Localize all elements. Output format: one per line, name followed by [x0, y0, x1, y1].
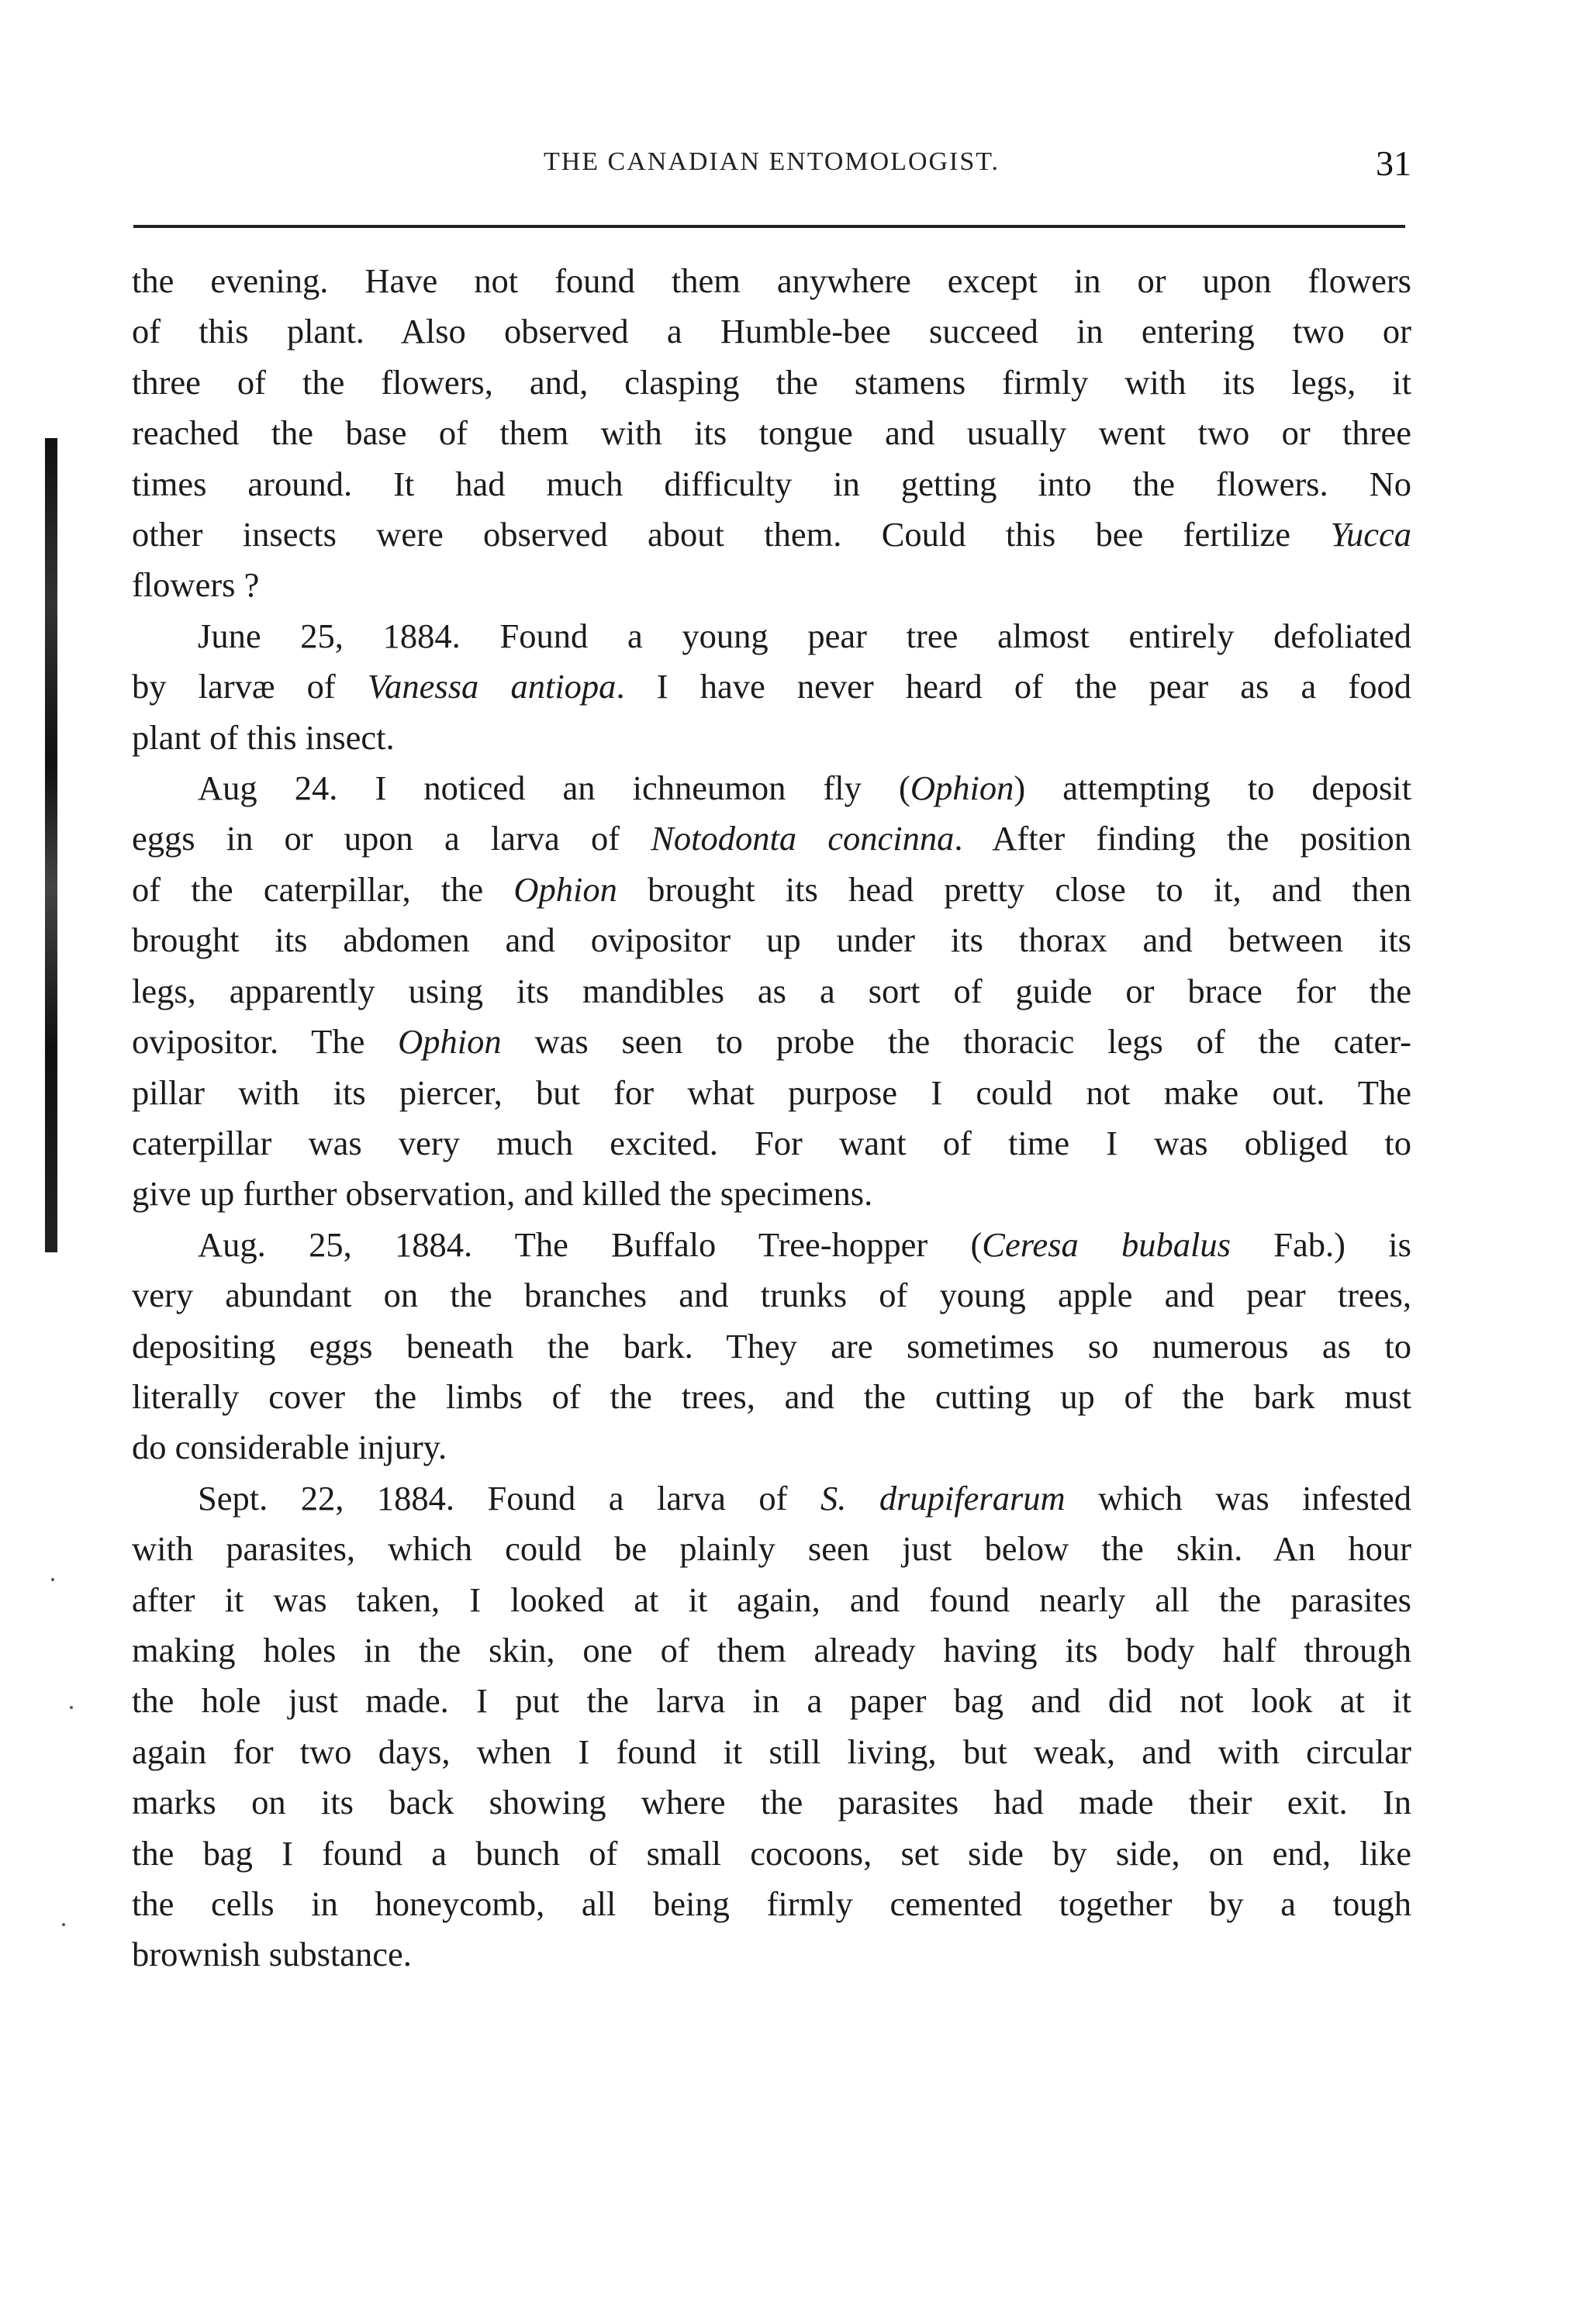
text-line: making holes in the skin, one of them already having its body half through — [132, 1630, 1411, 1670]
text-line: caterpillar was very much excited. For want of time I was obliged to — [132, 1123, 1411, 1162]
speck — [51, 1578, 54, 1581]
text-line: with parasites, which could be plainly seen just below the skin. An hour — [132, 1529, 1411, 1569]
paragraph — [132, 1473, 1411, 1980]
text-line: other insects were observed about them. Could this bee fertilize Yucca — [132, 515, 1411, 554]
running-head — [132, 143, 1411, 202]
paragraph — [132, 256, 1411, 611]
text-line: give up further observation, and killed the specimens. — [132, 1174, 873, 1214]
text-line: the bag I found a bunch of small cocoons, set side by side, on end, like — [132, 1833, 1411, 1873]
text-line: eggs in or upon a larva of Notodonta concinna. After finding the position — [132, 819, 1411, 858]
text-line: the hole just made. I put the larva in a paper bag and did not look at it — [132, 1681, 1411, 1721]
paragraph — [132, 1220, 1411, 1473]
text-line: depositing eggs beneath the bark. They are sometimes so numerous as to — [132, 1326, 1411, 1366]
text-line: plant of this insect. — [132, 717, 395, 757]
text-line: flowers ? — [132, 565, 260, 605]
text-line: Sept. 22, 1884. Found a larva of S. drupiferarum which was infested — [198, 1478, 1412, 1518]
text-line: again for two days, when I found it still living, but weak, and with circular — [132, 1732, 1411, 1771]
text-line: pillar with its piercer, but for what purpose I could not make out. The — [132, 1072, 1411, 1112]
text-line: the evening. Have not found them anywhere except in or upon flowers — [132, 261, 1411, 300]
article-body — [132, 256, 1411, 1980]
text-line: of the caterpillar, the Ophion brought its head pretty close to it, and then — [132, 869, 1411, 909]
page-number: 31 — [1376, 143, 1411, 183]
text-line: June 25, 1884. Found a young pear tree almost entirely defoliated — [198, 616, 1411, 655]
paragraph — [132, 611, 1411, 763]
journal-title: THE CANADIAN ENTOMOLOGIST. — [543, 147, 1000, 176]
text-line: the cells in honeycomb, all being firmly cemented together by a tough — [132, 1884, 1411, 1923]
text-line: after it was taken, I looked at it again, and found nearly all the parasites — [132, 1580, 1411, 1619]
text-line: three of the flowers, and, clasping the stamens firmly with its legs, it — [132, 362, 1411, 402]
speck — [62, 1923, 65, 1926]
header-rule — [133, 225, 1405, 228]
text-line: reached the base of them with its tongue and usually went two or three — [132, 413, 1411, 453]
text-line: brownish substance. — [132, 1935, 412, 1974]
paragraph — [132, 763, 1411, 1220]
text-line: brought its abdomen and ovipositor up under its thorax and between its — [132, 920, 1411, 960]
text-line: ovipositor. The Ophion was seen to probe the thoracic legs of the cater- — [132, 1022, 1412, 1062]
text-line: do considerable injury. — [132, 1428, 447, 1467]
speck — [70, 1706, 73, 1709]
text-line: literally cover the limbs of the trees, and the cutting up of the bark must — [132, 1376, 1411, 1416]
text-line: marks on its back showing where the parasites had made their exit. In — [132, 1783, 1411, 1822]
text-line: times around. It had much difficulty in getting into the flowers. No — [132, 464, 1411, 503]
text-line: Aug. 25, 1884. The Buffalo Tree-hopper (Ceresa bubalus Fab.) is — [198, 1224, 1411, 1264]
text-line: legs, apparently using its mandibles as a sort of guide or brace for the — [132, 971, 1411, 1010]
binding-shadow — [45, 438, 57, 1252]
text-line: Aug 24. I noticed an ichneumon fly (Ophion) attempting to deposit — [198, 768, 1411, 808]
text-line: very abundant on the branches and trunks of young apple and pear trees, — [132, 1276, 1411, 1315]
text-line: by larvæ of Vanessa antiopa. I have never heard of the pear as a food — [132, 667, 1411, 706]
text-line: of this plant. Also observed a Humble-bee succeed in entering two or — [132, 312, 1411, 351]
